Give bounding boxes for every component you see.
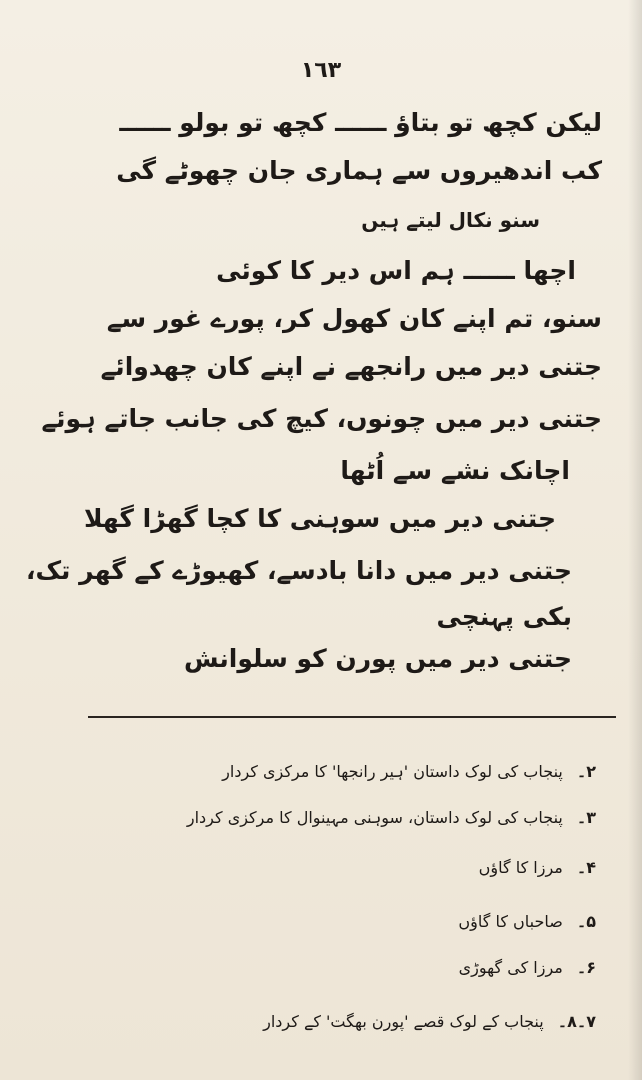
footnote-number: ۴۔ xyxy=(576,858,596,877)
poem-line: جتنی دیر میں چونوں، کیچ کی جانب جاتے ہوئے xyxy=(41,404,602,433)
poem-line: سنو نکال لیتے ہیں xyxy=(361,208,540,232)
footnote-item xyxy=(459,958,596,977)
poem-line: جتنی دیر میں دانا بادسے، کھیوڑے کے گھر تک، xyxy=(25,556,572,585)
page-number: ١٦٣ xyxy=(300,58,342,83)
poem-line: لیکن کچھ تو بتاؤ ــــــ کچھ تو بولو ــــــ xyxy=(119,108,602,137)
poem-line: جتنی دیر میں رانجھے نے اپنے کان چھدوائے xyxy=(100,352,602,381)
footnote-divider xyxy=(88,716,616,718)
poem-line: جتنی دیر میں پورن کو سلوانش xyxy=(184,644,572,673)
poem-line: کب اندھیروں سے ہماری جان چھوٹے گی xyxy=(116,156,602,185)
poem-line: جتنی دیر میں سوہنی کا کچا گھڑا گھلا xyxy=(83,504,556,533)
footnote-item xyxy=(479,858,596,877)
poem-line: بکی پہنچی xyxy=(436,602,572,631)
footnote-number: ۵۔ xyxy=(576,912,596,931)
footnote-item xyxy=(263,1012,596,1031)
page-edge-shadow xyxy=(628,0,642,1080)
footnote-item xyxy=(222,762,596,781)
footnote-text: صاحباں کا گاؤں xyxy=(458,912,563,931)
footnote-text: مرزا کی گھوڑی xyxy=(458,958,563,977)
poem-line: سنو، تم اپنے کان کھول کر، پورے غور سے xyxy=(106,304,602,333)
footnote-item xyxy=(458,912,596,931)
footnote-number: ۶۔ xyxy=(576,958,596,977)
footnote-text: مرزا کا گاؤں xyxy=(478,858,563,877)
poem-line: اچھا ــــــ ہم اس دیر کا کوئی xyxy=(216,256,576,285)
footnote-number: ۷۔۸۔ xyxy=(557,1012,596,1031)
footnote-item xyxy=(187,808,596,827)
footnote-text: پنجاب کی لوک داستان 'ہیر رانجھا' کا مرکزی کردار xyxy=(222,762,563,781)
footnote-number: ۳۔ xyxy=(576,808,596,827)
footnote-text: پنجاب کے لوک قصے 'پورن بھگت' کے کردار xyxy=(263,1012,544,1031)
footnote-text: پنجاب کی لوک داستان، سوہنی مہینوال کا مرکزی کردار xyxy=(186,808,563,827)
poem-line: اچانک نشے سے اُٹھا xyxy=(340,456,570,485)
footnote-number: ۲۔ xyxy=(576,762,596,781)
